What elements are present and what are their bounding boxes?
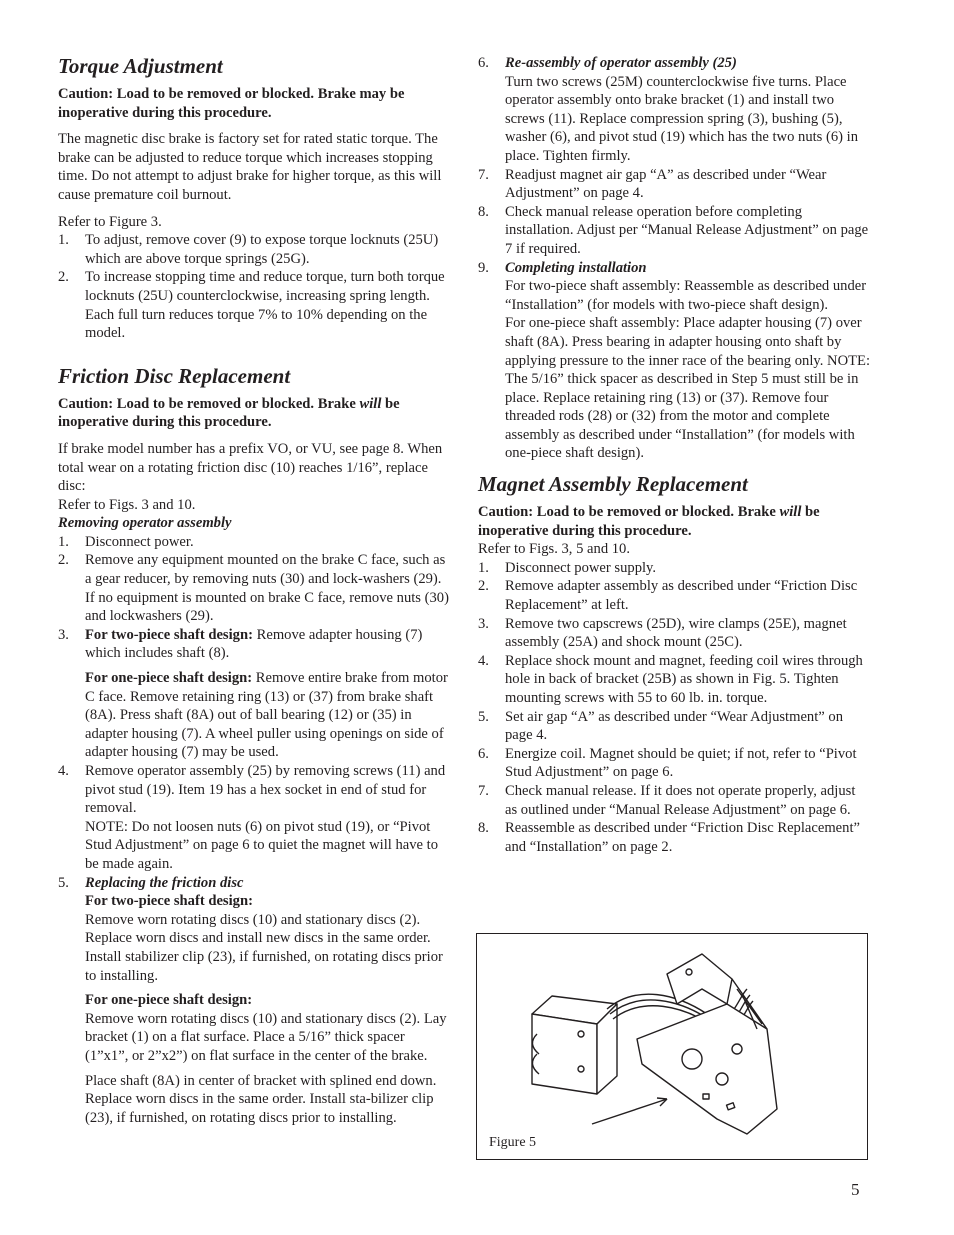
step-number: 6.: [478, 745, 489, 762]
caution-emphasis: will: [359, 395, 382, 412]
magnet-step-6: [478, 745, 870, 782]
step-text: To increase stopping time and reduce torque, turn both torque locknuts (25U) counterclockwise, increasing spring length. Each full turn reduces torque 7% to 10% depending on the model.: [85, 269, 445, 342]
torque-heading: Torque Adjustment: [58, 54, 223, 78]
step-text: Remove worn rotating discs (10) and stationary discs (2). Replace worn discs and install new discs in the same order. Install stabilizer clip (23), if furnished, on rotating discs prior to installing.: [85, 911, 443, 984]
step-number: 1.: [58, 533, 69, 550]
step-text: Disconnect power supply.: [505, 559, 657, 576]
step-number: 2.: [58, 552, 69, 569]
step-number: 2.: [478, 578, 489, 595]
step-text: Remove adapter housing (7) which includes shaft (8).: [85, 626, 423, 662]
magnet-step-1: [478, 559, 870, 578]
page-number: 5: [851, 1180, 860, 1199]
step-text: For two-piece shaft assembly: Reassemble as described under “Installation” (for models with two-piece shaft design).: [505, 278, 867, 313]
step-text: Remove worn rotating discs (10) and stationary discs (2). Lay bracket (1) on a flat surface. Place a 5/16” thick spacer (1”x1”, or 2”x2”) on flat surface in the center of the brake.: [85, 1010, 447, 1064]
torque-step-2: [58, 268, 450, 342]
removing-subheading: Removing operator assembly: [58, 515, 232, 532]
magnet-refer: Refer to Figs. 3, 5 and 10.: [478, 541, 631, 558]
figure-caption: Figure 5: [489, 1135, 537, 1150]
step-number: 1.: [58, 232, 69, 249]
step-number: 3.: [478, 615, 489, 632]
friction-step-2: [58, 551, 450, 625]
torque-step-1: [58, 231, 450, 268]
friction-refer: Refer to Figs. 3 and 10.: [58, 496, 196, 513]
friction-step-6: [478, 54, 870, 166]
step-text: Remove entire brake from motor C face. Remove retaining ring (13) or (37) from brake shaft (8A). Press shaft (8A) out of ball bearing (12) or (35) in adapter housing (7). A wheel puller using openings on side of adapter housing (7) may be used.: [85, 670, 448, 761]
step-text: Turn two screws (25M) counterclockwise five turns. Place operator assembly onto brake bracket (1) and install two screws (11). Replace compression spring (3), bushing (5), washer (6), and pivot stud (19) which has the two nuts (6) in place. Tighten firmly.: [505, 73, 859, 164]
right-column: [478, 54, 870, 856]
friction-step-1: [58, 533, 450, 552]
step-number: 1.: [478, 559, 489, 576]
step-text: Remove two capscrews (25D), wire clamps (25E), magnet assembly (25A) and shock mount (25C).: [505, 615, 847, 651]
caution-emphasis: will: [779, 504, 802, 521]
step-text: Energize coil. Magnet should be quiet; if not, refer to “Pivot Stud Adjustment” on page 6.: [505, 745, 857, 781]
step-number: 5.: [58, 874, 69, 891]
step-number: 9.: [478, 259, 489, 276]
step-text: Place shaft (8A) in center of bracket with splined end down. Replace worn discs in the same order. Install sta-bilizer clip (23), if furnished, on rotating discs prior to installing.: [85, 1072, 437, 1126]
magnet-caution: [478, 503, 870, 540]
step-number: 7.: [478, 166, 489, 183]
magnet-step-4: [478, 652, 870, 708]
step-text: To adjust, remove cover (9) to expose torque locknuts (25U) which are above torque springs (25G).: [85, 232, 439, 267]
step-number: 4.: [478, 652, 489, 669]
step-text: Remove any equipment mounted on the brake C face, such as a gear reducer, by removing nuts (30) and lock-washers (29). If no equipment is mounted on brake C face, remove nuts (30) and lockwashers (29).: [85, 552, 449, 625]
friction-intro: If brake model number has a prefix VO, or VU, see page 8. When total wear on a rotating friction disc (10) reaches 1/16”, replace disc:: [58, 440, 443, 495]
step-text: Replace shock mount and magnet, feeding coil wires through hole in back of bracket (25B) as shown in Fig. 5. Tighten mounting screws with 55 to 60 lb. in. torque.: [505, 652, 863, 706]
torque-caution: Caution: Load to be removed or blocked. Brake may be inoperative during this procedure.: [58, 86, 405, 121]
friction-step-4: [58, 762, 450, 874]
step-label: For one-piece shaft design:: [85, 670, 253, 687]
left-column: [58, 54, 450, 1127]
friction-heading: Friction Disc Replacement: [58, 363, 291, 388]
magnet-bracket-illustration: [477, 934, 867, 1159]
step-number: 8.: [478, 203, 489, 220]
magnet-step-8: [478, 819, 870, 856]
magnet-step-7: [478, 782, 870, 819]
step-number: 7.: [478, 782, 489, 799]
step-number: 4.: [58, 763, 69, 779]
caution-text: Caution: Load to be removed or blocked. Brake: [478, 504, 780, 521]
step-text: Disconnect power.: [85, 533, 194, 550]
step-subheading: Completing installation: [505, 259, 647, 276]
figure-5: [476, 933, 868, 1160]
caution-text: Caution: Load to be removed or blocked. Brake: [58, 395, 360, 412]
step-subheading: Replacing the friction disc: [85, 874, 244, 891]
torque-intro: The magnetic disc brake is factory set for rated static torque. The brake can be adjusted to reduce torque which increases stopping time. Do not attempt to adjust brake for higher torque, as this will cause premature coil burnout.: [58, 131, 442, 203]
caution-text: be inoperative during this procedure.: [478, 504, 820, 539]
step-text: Check manual release operation before completing installation. Adjust per “Manual Release Adjustment” on page 7 if required.: [505, 203, 869, 257]
friction-step-8: [478, 203, 870, 259]
step-number: 8.: [478, 820, 489, 837]
friction-step-5: [58, 874, 450, 1128]
step-label: For one-piece shaft design:: [85, 992, 253, 1009]
step-text: Remove operator assembly (25) by removing screws (11) and pivot stud (19). Item 19 has a hex socket in end of stud for removal.: [85, 763, 446, 817]
step-number: 2.: [58, 269, 69, 286]
step-text: For one-piece shaft assembly: Place adapter housing (7) over shaft (8A). Press bearing in adapter housing onto shaft by applying pressure to the inner race of the bearing only. NOTE: The 5/16” thick spacer as described in Step 5 must still be in place. Replace retaining ring (13) or (37). Remove four threaded rods (28) or (32) from the motor and complete assembly as described under “Installation” (for models with one-piece shaft design).: [505, 315, 870, 462]
magnet-step-2: [478, 577, 870, 614]
step-text: Remove adapter assembly as described under “Friction Disc Replacement” at left.: [505, 578, 858, 614]
caution-text: be inoperative during this procedure.: [58, 395, 400, 431]
step-label: For two-piece shaft design:: [85, 626, 253, 643]
step-label: For two-piece shaft design:: [85, 893, 253, 910]
step-number: 6.: [478, 55, 489, 71]
friction-step-3: [58, 626, 450, 762]
torque-refer: Refer to Figure 3.: [58, 213, 162, 230]
step-note: NOTE: Do not loosen nuts (6) on pivot stud (19), or “Pivot Stud Adjustment” on page 6 to quiet the magnet will have to be made again.: [85, 818, 439, 872]
step-text: Reassemble as described under “Friction Disc Replacement” and “Installation” on page 2.: [505, 820, 860, 855]
friction-step-7: [478, 166, 870, 203]
step-subheading: Re-assembly of operator assembly (25): [505, 55, 737, 71]
step-text: Readjust magnet air gap “A” as described under “Wear Adjustment” on page 4.: [505, 166, 827, 202]
magnet-step-5: [478, 708, 870, 745]
magnet-heading: Magnet Assembly Replacement: [478, 472, 748, 497]
magnet-step-3: [478, 615, 870, 652]
friction-caution: [58, 395, 450, 432]
step-text: Set air gap “A” as described under “Wear Adjustment” on page 4.: [505, 708, 844, 744]
step-number: 3.: [58, 626, 69, 643]
step-number: 5.: [478, 708, 489, 725]
step-text: Check manual release. If it does not operate properly, adjust as outlined under “Manual Release Adjustment” on page 6.: [505, 782, 856, 818]
friction-step-9: [478, 259, 870, 464]
